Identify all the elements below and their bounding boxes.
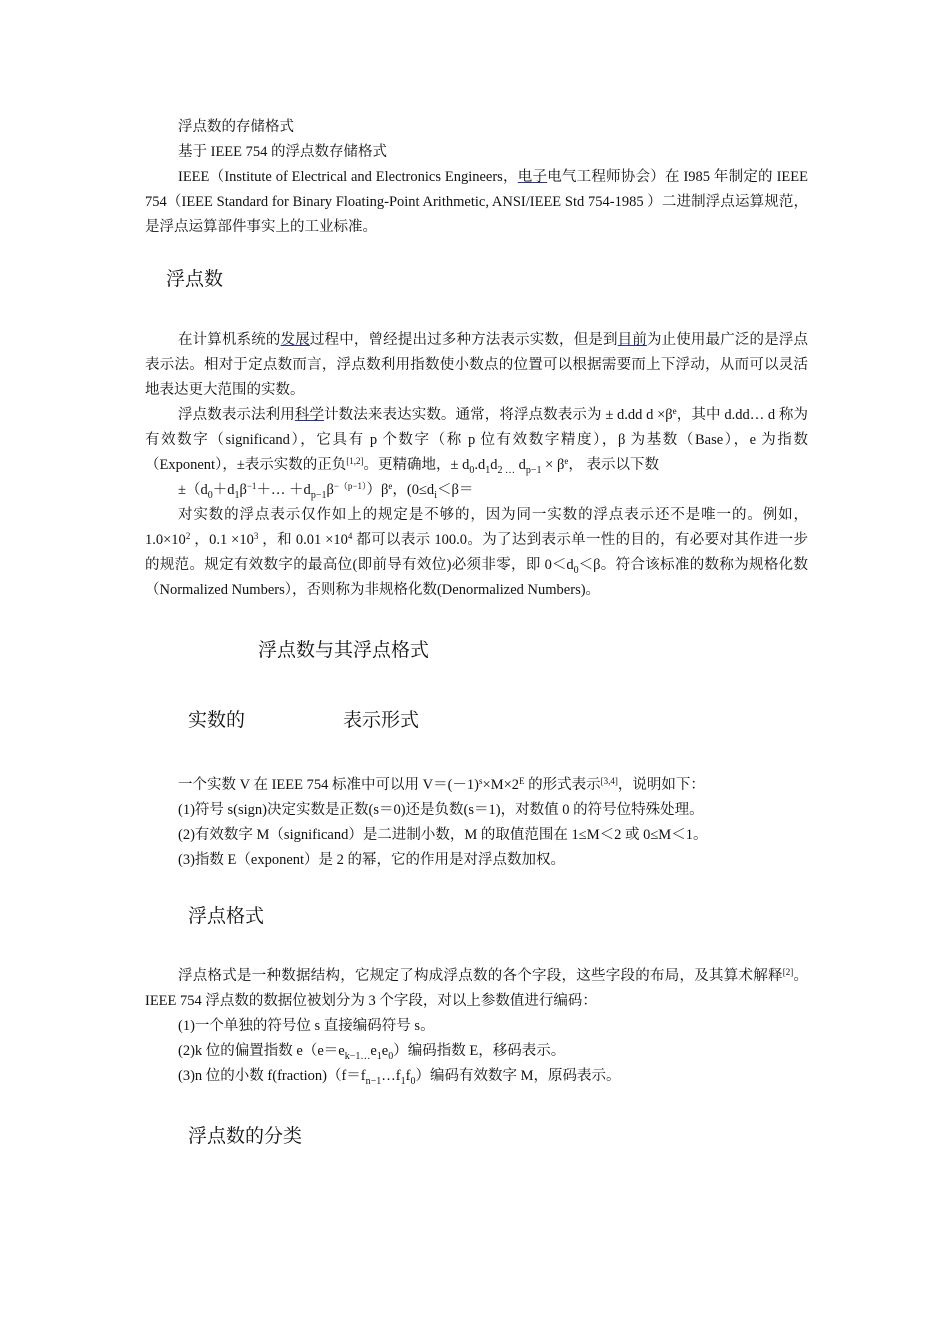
list-item-significand: (2)有效数字 M（significand）是二进制小数，M 的取值范围在 1≤M＜2 或 0≤M＜1。 [178,827,708,843]
paragraph-format-definition: 浮点格式是一种数据结构，它规定了构成浮点数的各个字段，这些字段的布局，及其算术解释[2]。IEEE 754 浮点数的数据位被划分为 3 个字段，对以上参数值进行编码： [145,967,808,1009]
list-item-sign: (1)符号 s(sign)决定实数是正数(s＝0)还是负数(s＝1)，对数值 0 的符号位特殊处理。 [178,802,704,818]
formula-line: $\pm(d_0+d_1\beta^{-1}+\dots +d_{p-1}\beta^{-(p-1)})\beta^e$，($0\le d_i<\beta=$ [178,481,474,501]
heading-fp-format: 浮点数与其浮点格式 [258,640,430,661]
link-electronics[interactable]: 电子 [517,169,548,185]
heading-floating-format: 浮点格式 [188,906,265,927]
doc-title: 浮点数的存储格式 [178,119,294,135]
paragraph-history: 在计算机系统的发展过程中，曾经提出过多种方法表示实数，但是到目前为止使用最广泛的是浮点表示法。相对于定点数而言，浮点数利用指数使小数点的位置可以根据需要而上下浮动，从而可以灵活地表达更大范围的实数。 [145,332,809,398]
list-item-biased-exponent: (2)k 位的偏置指数 $e(e=e_{k-1\dots}e_1e_0)$编码指数 E，移码表示。 [178,1043,566,1062]
paragraph-normalization: 对实数的浮点表示仅作如上的规定是不够的，因为同一实数的浮点表示还不是唯一的。例如，$1.0\times 10^2$ ，$0.1 \times 10^3$ ，和 $0.01 \times 10^4$ 都可以表示 100.0。为了达到表示单一性的目的，有必要对其作进一步的规范。规定有效数字的最高位(即前导有效位)必须非零，即 $0<d_0<\beta$。符合该标准的数称为规格化数（Normalized Numbers），否则称为非规格化数(Denormalized Numbers)。 [145,507,808,598]
link-current[interactable]: 目前 [617,332,647,348]
heading-real-representation: 实数的 表示形式 [188,710,420,731]
heading-classification: 浮点数的分类 [188,1126,303,1147]
citation-1-2: [1,2] [346,456,364,466]
citation-3-4: [3,4] [600,776,618,786]
intro-paragraph: IEEE（Institute of Electrical and Electronics Engineers，电子电气工程师协会）在 I985 年制定的 IEEE 754（IEEE Standard for Binary Floating-Point Arithmetic, ANSI/IEEE Std 754-1985 ）二进制浮点运算规范，是浮点运算部件事实上的工业标准。 [145,169,808,235]
paragraph-notation: 浮点数表示法利用科学计数法来表达实数。通常，将浮点数表示为 ± d.dd $d \times\beta^e$，其中 d.dd… d 称为有效数字（significand），它具有 p 个数字（称 p 位有效数字精度），β 为基数（Base），e 为指数（Exponent），±表示实数的正负[1,2]。更精确地，± $d_0.d_1d_{2 \dots}$ $d_{p-1} \times \beta^e$， 表示以下数 [145,406,809,476]
list-item-sign-bit: (1)一个单独的符号位 s 直接编码符号 s。 [178,1018,435,1034]
heading-floating-point: 浮点数 [166,269,224,290]
citation-2: [2] [782,967,794,977]
document-page [145,115,808,1150]
list-item-fraction: (3)n 位的小数 $f(fraction)(f=f_{n-1}\dots f_1f_0)$编码有效数字 M，原码表示。 [178,1068,621,1087]
link-development[interactable]: 发展 [280,332,310,348]
paragraph-ieee-form: 一个实数 V 在 IEEE 754 标准中可以用 $V=(-1)^s\times M\times 2^E$ 的形式表示[3,4]，说明如下： [178,776,705,793]
doc-subtitle: 基于 IEEE 754 的浮点数存储格式 [178,144,388,160]
link-science[interactable]: 科学 [294,407,325,423]
list-item-exponent: (3)指数 E（exponent）是 2 的幂，它的作用是对浮点数加权。 [178,852,566,868]
